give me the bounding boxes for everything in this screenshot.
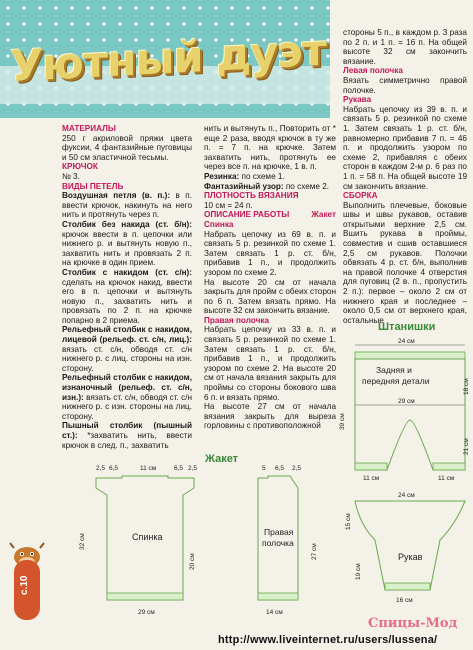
dim-65c: 6,5 bbox=[275, 465, 285, 472]
sc-text: крючок ввести в п. цепочки или нижнего р. и вытянуть новую п., захватить нить и провязать 2 п. на крючке в один прием. bbox=[62, 229, 192, 268]
right-front-hem bbox=[258, 593, 298, 600]
page-title: Уютный дуэт bbox=[10, 25, 326, 93]
pants-label-2: передняя детали bbox=[362, 376, 430, 386]
assembly-heading: СБОРКА bbox=[343, 191, 378, 201]
dim-11a: 11 см bbox=[363, 475, 380, 482]
puff-text: *захватить нить, ввести крючок в след. п., захватить bbox=[62, 431, 192, 450]
right-front-label-2: полочка bbox=[262, 538, 294, 548]
relief-front-term: Рельефный столбик с накидом, лицевой (рельеф. ст. с/н, лиц.): bbox=[62, 325, 192, 345]
dim-65a: 6,5 bbox=[109, 465, 119, 472]
left-front-heading: Левая полочка bbox=[343, 66, 403, 76]
left-front-text: Вязать симметрично правой полочке. bbox=[343, 75, 467, 95]
elastic-text: по схеме 1. bbox=[239, 171, 285, 181]
source-url[interactable]: http://www.liveinternet.ru/users/lussena/ bbox=[218, 634, 438, 646]
sleeve-outline bbox=[355, 501, 465, 590]
sleeve-cuff bbox=[385, 583, 430, 590]
dim-25b: 2,5 bbox=[188, 465, 198, 472]
dim-25a: 2,5 bbox=[96, 465, 106, 472]
dim-32: 32 см bbox=[79, 533, 86, 550]
right-front-label-1: Правая bbox=[264, 527, 294, 537]
density-text: 10 см = 24 п. bbox=[204, 200, 253, 210]
dim-20: 20 см bbox=[189, 553, 196, 570]
sleeves-text: Набрать цепочку из 39 в. п. и связать 5 р. резинкой по схеме 1. Затем связать 1 р. ст. б/н, равномерно прибавив 7 п. = 46 п. и продолжить узором по схеме 2, прибавляя с обеих сторон в каждом 2-м р. 6 раз по 1 п. = 58 п. На общей высоте 19 см закончить вязание. bbox=[343, 104, 467, 191]
back-text-2: На высоте 20 см от начала закрыть для пройм с обеих сторон по 6 п. Затем вязать прямо. На высоте 32 см закончить вязание. bbox=[204, 277, 336, 316]
pants-heading: Штанишки bbox=[378, 321, 436, 333]
puff-term: Пышный столбик (пышный ст.): bbox=[62, 421, 192, 440]
dim-14: 14 см bbox=[266, 609, 283, 616]
dim-27: 27 см bbox=[311, 543, 318, 560]
jacket-subheading: Жакет bbox=[311, 210, 336, 220]
back-text: Набрать цепочку из 69 в. п. и связать 5 р. резинкой по схеме 1. Затем связать 1 р. ст. б/н, прибавив 1 п., и продолжить узором по схеме 2. bbox=[204, 229, 336, 277]
dim-5: 5 bbox=[262, 465, 266, 472]
back-heading: Спинка bbox=[204, 219, 234, 229]
sc-term: Столбик без накида (ст. б/н): bbox=[62, 219, 192, 229]
relief-back-term: Рельефный столбик с накидом, изнаночный (рельеф. ст. с/н, изн.): bbox=[62, 373, 192, 402]
dim-19: 19 см bbox=[355, 563, 362, 580]
back-hem bbox=[107, 593, 183, 600]
materials-heading: МАТЕРИАЛЫ bbox=[62, 124, 116, 133]
dim-11b: 11 см bbox=[438, 475, 455, 482]
dim-11c: 11 см bbox=[140, 465, 157, 472]
dim-24: 24 см bbox=[398, 338, 415, 345]
pants-waistband bbox=[355, 352, 465, 359]
right-front-heading: Правая полочка bbox=[204, 315, 270, 325]
sleeves-heading: Рукава bbox=[343, 95, 372, 105]
dim-18: 18 см bbox=[463, 378, 470, 395]
relief-back-text: вязать ст. с/н, обводя ст. с/н нижнего р. с изн. стороны на лиц. сторону. bbox=[62, 392, 192, 421]
right-front-text: Набрать цепочку из 33 в. п. и связать 5 р. резинкой по схеме 1. Затем связать 1 р. ст. б/н, прибавив 1 п., и продолжить узором по схеме 2. На высоте 20 см от начала вязания закрыть для проймы со стороны бокового шва 6 п. и вязать прямо. bbox=[204, 325, 336, 402]
assembly-text: Выполнить плечевые, боковые швы и швы рукавов, оставив открытыми верхние 2,5 см. Вшить рукава в проймы, совместив и сшив оставшиеся 2,5 см рукавов. Полочки обвязать 4 р. ст. б/н, выполнив на правой полочке 4 отверстия для пуговиц (2 в. п., пропустить 2 п.): первое – около 2 см от нижнего края и последнее – около 0,5 см от верхнего края, остальные bbox=[343, 200, 467, 325]
dim-25c: 2,5 bbox=[292, 465, 302, 472]
fancy-text: по схеме 2. bbox=[283, 181, 330, 191]
right-front-text-2: На высоте 27 см от начала вязания закрыть для выреза горловины с противоположной bbox=[204, 402, 336, 431]
loops-heading: ВИДЫ ПЕТЕЛЬ bbox=[62, 181, 124, 191]
dim-29: 29 см bbox=[398, 398, 415, 405]
density-heading: ПЛОТНОСТЬ ВЯЗАНИЯ bbox=[204, 191, 299, 201]
dim-65b: 6,5 bbox=[174, 465, 184, 472]
relief-front-text: вязать ст. с/н, обводя ст. с/н нижнего р. с лиц. стороны на изн. сторону. bbox=[62, 344, 192, 373]
pants-right-cuff bbox=[433, 463, 465, 470]
materials-text: 250 г акриловой пряжи цвета фуксии, 4 фантазийные пуговицы и 50 см эластичной тесьмы. bbox=[62, 133, 192, 162]
dc-term: Столбик с накидом (ст. с/н): bbox=[62, 267, 192, 277]
dim-21: 21 см bbox=[463, 438, 470, 455]
dc-text: сделать на крючок накид, ввести его в п. цепочки и вытянуть новую п., захватить нить и провязать по 2 п. на крючке попарно в 2 приема. bbox=[62, 277, 192, 325]
hook-heading: КРЮЧОК bbox=[62, 162, 98, 172]
description-heading: ОПИСАНИЕ РАБОТЫ bbox=[204, 210, 290, 220]
right-front-continued: стороны 5 п., в каждом р. 3 раза по 2 п. и 1 п. = 16 п. На общей высоте 32 см закончить вязание. bbox=[343, 28, 467, 66]
pants-label-1: Задняя и bbox=[376, 365, 412, 375]
pants-left-cuff bbox=[355, 463, 387, 470]
dim-39: 39 см bbox=[339, 413, 346, 430]
dim-15: 15 см bbox=[345, 513, 352, 530]
fancy-term: Фантазийный узор: bbox=[204, 181, 284, 191]
magazine-logo: Спицы-Мод bbox=[368, 616, 458, 631]
elastic-term: Резинка: bbox=[204, 171, 240, 181]
puff-continued: нить и вытянуть п., Повторить от * еще 2 раза, вводя крючок в ту же п. = 7 п. на крючке. Затем захватить нить, протянуть ее через все п. на крючке, 1 в. п. bbox=[204, 124, 336, 172]
back-label: Спинка bbox=[132, 532, 163, 542]
dim-24b: 24 см bbox=[398, 492, 415, 499]
hook-text: № 3. bbox=[62, 171, 80, 181]
air-loop-term: Воздушная петля (в. п.): bbox=[62, 191, 171, 201]
air-loop-text: в п. ввести крючок, накинуть на него нить и протянуть через п. bbox=[62, 191, 193, 220]
dim-29b: 29 см bbox=[138, 609, 155, 616]
page-number-tab: с.10 bbox=[14, 560, 40, 620]
sleeve-label: Рукав bbox=[398, 552, 423, 562]
dim-16: 16 см bbox=[396, 597, 413, 604]
jacket-heading: Жакет bbox=[205, 453, 239, 465]
